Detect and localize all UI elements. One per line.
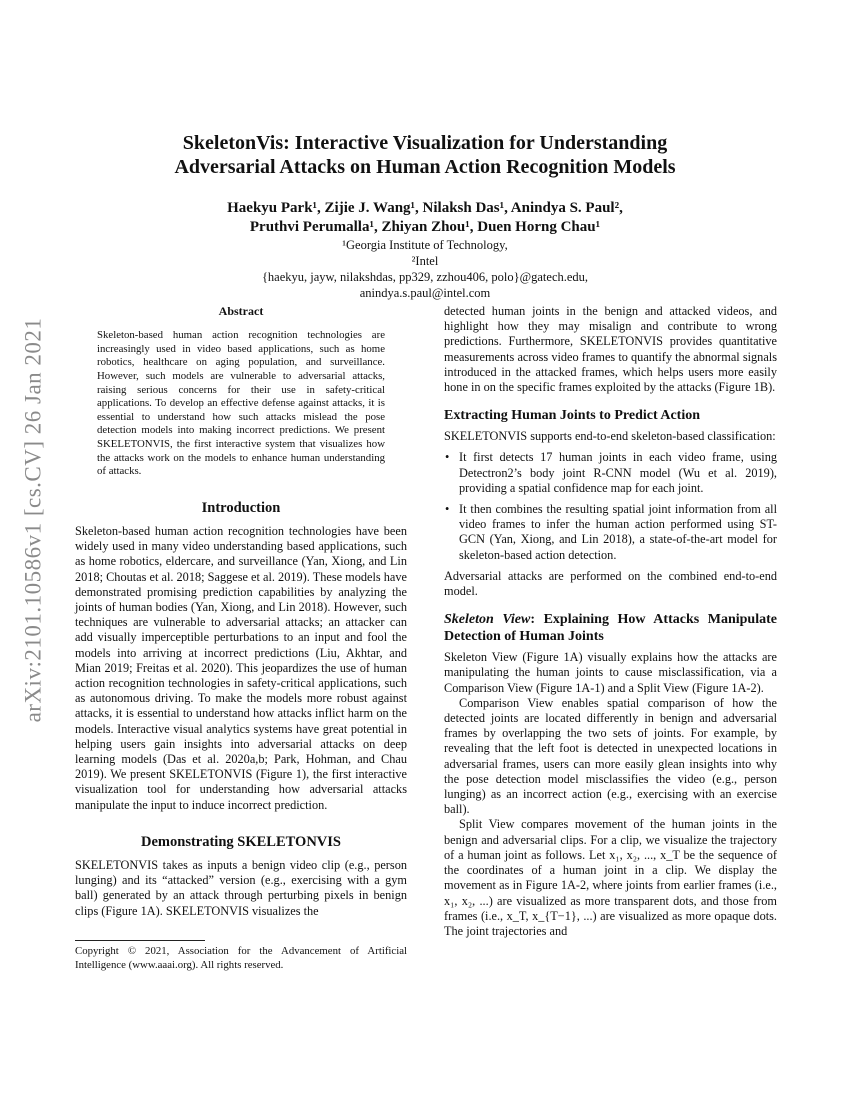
emails-line-1: {haekyu, jayw, nilakshdas, pp329, zzhou406, polo}@gatech.edu,: [261, 270, 589, 284]
right-column: [444, 304, 777, 939]
skeleton-view-heading-em: Skeleton View: [444, 612, 531, 628]
affiliations: [120, 237, 730, 301]
arxiv-sidebar-stamp: [16, 290, 50, 750]
skeleton-view-heading-rest: : Explaining How Attacks Manipulate Detection of Human Joints: [444, 612, 777, 645]
demo-heading: Demonstrating SKELETONVIS: [141, 833, 341, 850]
affiliation-2: ²Intel: [411, 254, 439, 268]
introduction-text: Skeleton-based human action recognition technologies have been widely used in many video understanding based applications, such as home robotics, eldercare, and surveillance (Yan, Xiong, and Lin 2018; Choutas et al. 2018; Saggese et al. 2019). These models have demonstrated promising prediction capabilities by analyzing the joints of human bodies (Yan, Xiong, and Lin 2018). However, such techniques are vulnerable to adversarial attacks; an attacker can add visually imperceptible perturbations to an input and fool the models into arriving at incorrect predictions (Liu, Akhtar, and Mian 2019; Freitas et al. 2020). This jeopardizes the use of human action recognition technologies in safety-critical applications, such as autonomous driving. To make the models more robust against attacks, it is essential to understand how attacks inflict harm on the models. Interactive visual analytics systems have great potential in helping users gain insights into adversarial attacks on deep learning models (Das et al. 2020a,b; Park, Hohman, and Chau 2019). We present SKELETONVIS (Figure 1), the first interactive visualization tool for understanding how adversarial attacks manipulate the input to induce incorrect prediction.: [75, 523, 407, 812]
emails-line-2: anindya.s.paul@intel.com: [359, 286, 491, 300]
title-line-1: SkeletonVis: Interactive Visualization for Understanding: [182, 132, 668, 154]
introduction-heading: Introduction: [201, 499, 281, 516]
extracting-bullets: [444, 450, 777, 562]
extracting-intro: SKELETONVIS supports end-to-end skeleton-based classification:: [444, 429, 776, 444]
footnote-rule: [75, 940, 205, 941]
left-column: [75, 304, 407, 919]
demo-text-right: detected human joints in the benign and attacked videos, and highlight how they may misalign and contribute to wrong predictions. Furthermore, SKELETONVIS provides quantitative measurements across video frames to quantify the abnormal signals introduced in the attacked frames, which helps users more easily hone in on the specific frames exploited by the attacks (Figure 1B).: [444, 304, 777, 395]
authors-line-1: Haekyu Park¹, Zijie J. Wang¹, Nilaksh Das¹, Anindya S. Paul²,: [227, 200, 623, 216]
bullet-item: • It then combines the resulting spatial joint information from all video frames to infer the human action performed using ST-GCN (Yan, Xiong, and Lin 2018), a state-of-the-art model for skeleton-based action detection.: [459, 502, 777, 563]
bullet-item: • It first detects 17 human joints in each video frame, using Detectron2’s body joint R-CNN model (Wu et al. 2019), providing a spatial confidence map for each joint.: [459, 450, 777, 496]
demo-text-left: SKELETONVIS takes as inputs a benign video clip (e.g., person lunging) and its “attacked” version (e.g., exercising with a gym ball) generated by an attack through perturbing pixels in benign clips (Figure 1A). SKELETONVIS visualizes the: [75, 858, 407, 918]
affiliation-1: ¹Georgia Institute of Technology,: [342, 238, 508, 252]
skeleton-view-p2: Comparison View enables spatial comparison of how the detected joints are located differently in benign and adversarial frames by overlapping the two sets of joints. For example, by revealing that the left foot is detected in unexpected locations in adversarial frames, users can more easily glean insights into why the pose detection model misclassifies the video (e.g., person lunging) as an incorrect action (e.g., exercising with an exercise ball).: [444, 695, 777, 817]
paper-title: [100, 131, 750, 179]
authors-line-2: Pruthvi Perumalla¹, Zhiyan Zhou¹, Duen Horng Chau¹: [249, 219, 601, 235]
title-line-2: Adversarial Attacks on Human Action Recognition Models: [174, 156, 676, 178]
extracting-heading: Extracting Human Joints to Predict Action: [444, 408, 701, 424]
skeleton-view-p1: Skeleton View (Figure 1A) visually explains how the attacks are manipulating the human joints to cause misclassification, via a Comparison View (Figure 1A-1) and a Split View (Figure 1A-2).: [444, 650, 777, 695]
skeleton-view-heading: [444, 611, 777, 645]
copyright-text: Copyright © 2021, Association for the Advancement of Artificial Intelligence (www.aaai.org). All rights reserved.: [75, 945, 407, 971]
skeleton-view-p3: Split View compares movement of the human joints in the benign and adversarial clips. For a clip, we visualize the trajectory of a human joint as follows. Let x₁, x₂, ..., x_T be the sequence of the coordinates of a human joint in a clip. We display the movement as in Figure 1A-2, where joints from earlier frames (i.e., x₁, x₂, ...) are visualized as more transparent dots, and those from frames (i.e., x_T, x_{T−1}, ...) are visualized as more opaque dots. The joint trajectories and: [444, 817, 777, 938]
arxiv-id: arXiv:2101.10586v1 [cs.CV] 26 Jan 2021: [20, 317, 46, 723]
extracting-outro: Adversarial attacks are performed on the combined end-to-end model.: [444, 568, 777, 599]
author-list: [90, 199, 760, 237]
copyright-footnote: [75, 940, 407, 972]
abstract-heading: Abstract: [218, 304, 264, 318]
abstract-text: Skeleton-based human action recognition technologies are increasingly used in video based applications, such as home robotics, healthcare on aging population, and surveillance. However, such models are vulnerable to adversarial attacks, raising serious concerns for their use in safety-critical applications. To develop an effective defense against attacks, it is essential to understand how such attacks mislead the pose detection models into making incorrect predictions. We present SKELETONVIS, the first interactive system that visualizes how the attacks work on the models to enhance human understanding of attacks.: [97, 329, 385, 478]
